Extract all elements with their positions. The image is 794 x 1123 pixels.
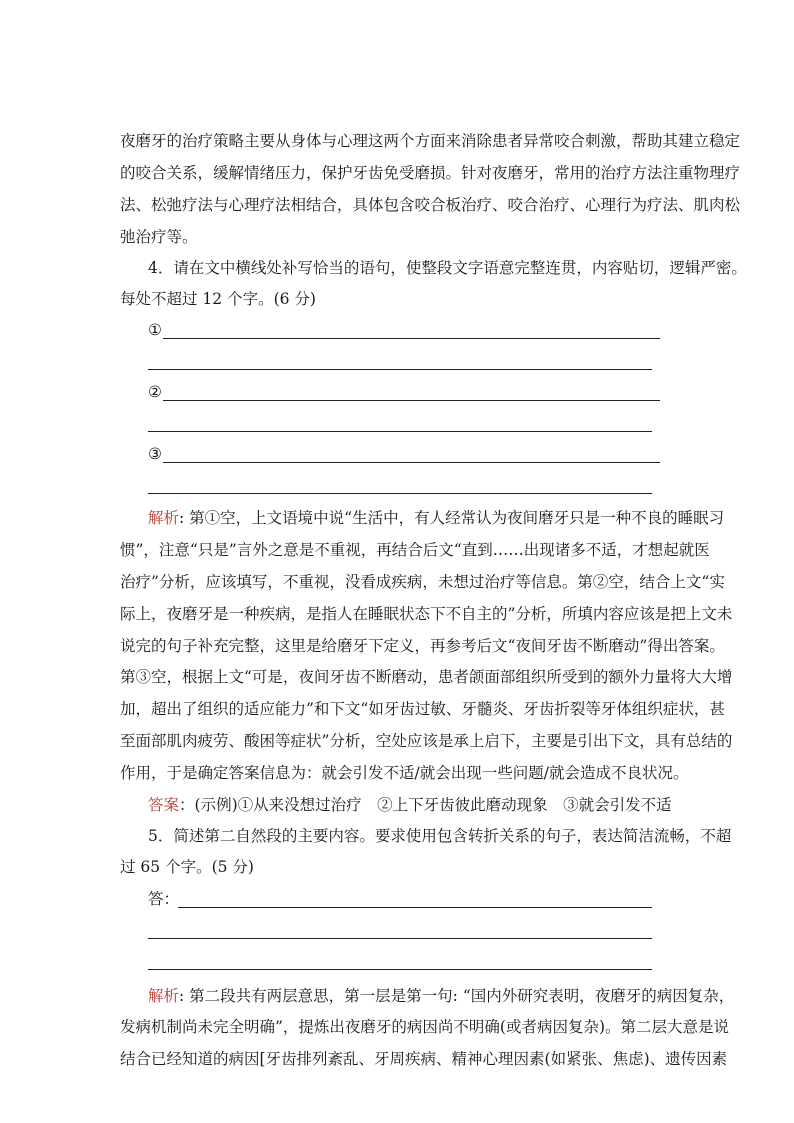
answer-line: 答案：(示例)①从来没想过治疗 ②上下牙齿彼此磨动现象 ③就会引发不适 [148, 796, 672, 814]
blank-rule [148, 369, 652, 370]
passage-line: 夜磨牙的治疗策略主要从身体与心理这两个方面来消除患者异常咬合刺激，帮助其建立稳定 [120, 132, 741, 150]
analysis-line: 惯”，注意“只是”言外之意是不重视，再结合后文“直到……出现诸多不适，才想起就医 [120, 541, 710, 559]
analysis-line: 加，超出了组织的适应能力”和下文“如牙齿过敏、牙髓炎、牙齿折裂等牙体组织症状，甚 [120, 700, 725, 718]
analysis-line: 作用，于是确定答案信息为：就会引发不适/就会出现一些问题/就会造成不良状况。 [120, 764, 689, 782]
answer-prefix: 答： [148, 890, 180, 908]
question-4-text: 4．请在文中横线处补写恰当的语句，使整段文字语意完整连贯，内容贴切，逻辑严密。 [148, 259, 747, 277]
blank-marker: ② [148, 383, 162, 401]
analysis-line: 解析: 第①空，上文语境中说“生活中，有人经常认为夜间磨牙只是一种不良的睡眠习 [148, 509, 725, 527]
passage-line: 弛治疗等。 [120, 228, 198, 246]
analysis-line: 至面部肌肉疲劳、酸困等症状”分析，空处应该是承上启下，主要是引出下文，具有总结的 [120, 732, 733, 750]
blank-rule [148, 969, 652, 970]
analysis-label: 解析 [148, 987, 180, 1005]
analysis-line: 际上，夜磨牙是一种疾病，是指人在睡眠状态下不自主的”分析，所填内容应该是把上文未 [120, 605, 733, 623]
answer-label: 答案 [148, 796, 180, 814]
question-5-text: 过 65 个字。(5 分) [120, 858, 254, 876]
passage-line: 法、松弛疗法与心理疗法相结合，具体包含咬合板治疗、咬合治疗、心理行为疗法、肌肉松 [120, 196, 741, 214]
blank-marker: ③ [148, 445, 162, 463]
analysis-line: 说完的句子补充完整，这里是给磨牙下定义，再参考后文“夜间牙齿不断磨动”得出答案。 [120, 637, 725, 655]
analysis-label: 解析 [148, 509, 180, 527]
blank-rule [148, 938, 652, 939]
analysis-line: 结合已经知道的病因[牙齿排列紊乱、牙周疾病、精神心理因素(如紧张、焦虑)、遗传因素 [120, 1050, 728, 1068]
blank-rule [148, 431, 652, 432]
analysis-line: 解析: 第二段共有两层意思，第一层是第一句: “国内外研究表明，夜磨牙的病因复杂， [148, 987, 735, 1005]
blank-rule [163, 338, 660, 339]
blank-rule [163, 462, 660, 463]
analysis-line: 第③空，根据上文“可是，夜间牙齿不断磨动，患者颌面部组织所受到的额外力量将大大增 [120, 668, 733, 686]
blank-rule [163, 400, 660, 401]
blank-marker: ① [148, 321, 162, 339]
blank-rule [148, 493, 652, 494]
question-4-text: 每处不超过 12 个字。(6 分) [120, 290, 316, 308]
analysis-line: 治疗”分析，应该填写，不重视，没看成疾病，未想过治疗等信息。第②空，结合上文“实 [120, 573, 725, 591]
question-5-text: 5．简述第二自然段的主要内容。要求使用包含转折关系的句子，表达简洁流畅，不超 [148, 827, 732, 845]
analysis-line: 发病机制尚未完全明确”，提炼出夜磨牙的病因尚不明确(或者病因复杂)。第二层大意是说 [120, 1018, 730, 1036]
passage-line: 的咬合关系，缓解情绪压力，保护牙齿免受磨损。针对夜磨牙，常用的治疗方法注重物理疗 [120, 164, 741, 182]
blank-rule [178, 907, 652, 908]
